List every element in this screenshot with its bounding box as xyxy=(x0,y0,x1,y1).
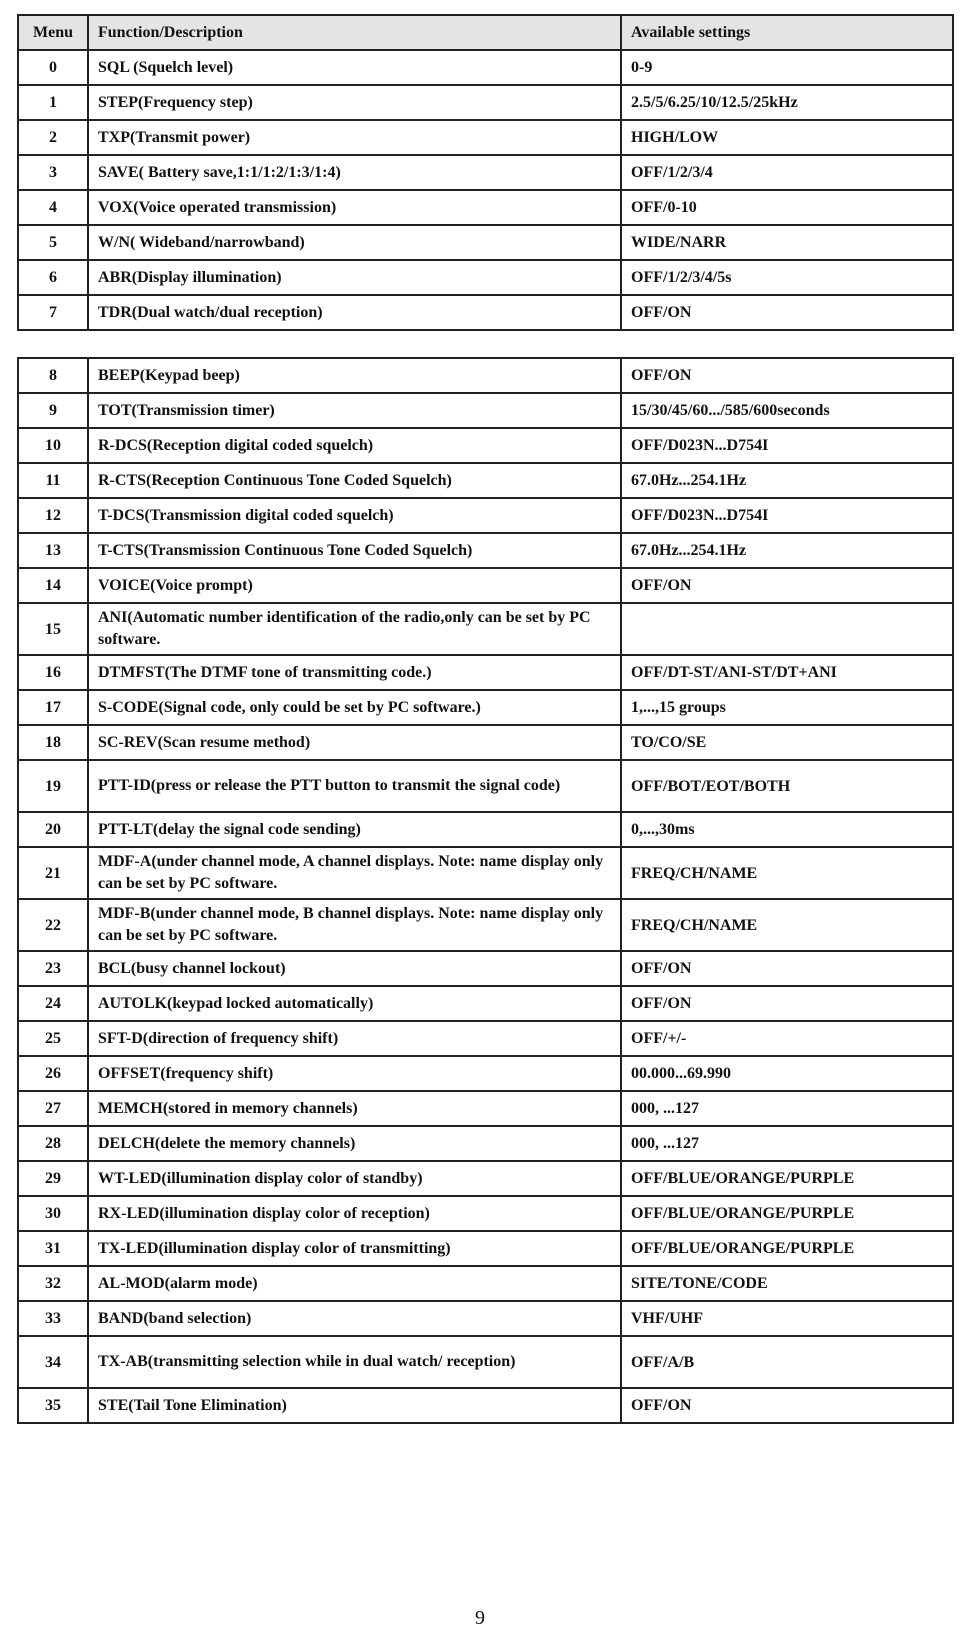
table-row xyxy=(18,155,953,190)
function-description-cell: AUTOLK(keypad locked automatically) xyxy=(88,986,621,1021)
table-row xyxy=(18,812,953,847)
settings-column-header: Available settings xyxy=(621,15,953,50)
available-settings-cell: OFF/A/B xyxy=(621,1336,953,1388)
menu-number-cell: 5 xyxy=(18,225,88,260)
menu-number-cell: 9 xyxy=(18,393,88,428)
page-number: 9 xyxy=(475,1607,485,1629)
function-description-cell: R-CTS(Reception Continuous Tone Coded Squelch) xyxy=(88,463,621,498)
available-settings-cell: WIDE/NARR xyxy=(621,225,953,260)
menu-number-cell: 21 xyxy=(18,847,88,899)
function-description-cell: R-DCS(Reception digital coded squelch) xyxy=(88,428,621,463)
menu-number-cell: 29 xyxy=(18,1161,88,1196)
menu-number-cell: 32 xyxy=(18,1266,88,1301)
function-description-cell: VOICE(Voice prompt) xyxy=(88,568,621,603)
function-description-cell: STE(Tail Tone Elimination) xyxy=(88,1388,621,1423)
table-row xyxy=(18,951,953,986)
menu-number-cell: 14 xyxy=(18,568,88,603)
table-row xyxy=(18,986,953,1021)
table-row xyxy=(18,1021,953,1056)
table-row xyxy=(18,85,953,120)
menu-number-cell: 27 xyxy=(18,1091,88,1126)
available-settings-cell: 15/30/45/60.../585/600seconds xyxy=(621,393,953,428)
menu-number-cell: 18 xyxy=(18,725,88,760)
menu-number-cell: 35 xyxy=(18,1388,88,1423)
table-row xyxy=(18,1231,953,1266)
available-settings-cell: FREQ/CH/NAME xyxy=(621,899,953,951)
menu-number-cell: 8 xyxy=(18,358,88,393)
available-settings-cell: 67.0Hz...254.1Hz xyxy=(621,533,953,568)
table-row xyxy=(18,1336,953,1388)
available-settings-cell: OFF/+/- xyxy=(621,1021,953,1056)
function-description-cell: T-CTS(Transmission Continuous Tone Coded Squelch) xyxy=(88,533,621,568)
table-row xyxy=(18,533,953,568)
function-description-cell: SC-REV(Scan resume method) xyxy=(88,725,621,760)
table-row xyxy=(18,1301,953,1336)
table-row xyxy=(18,690,953,725)
available-settings-cell: OFF/BLUE/ORANGE/PURPLE xyxy=(621,1196,953,1231)
available-settings-cell: OFF/1/2/3/4/5s xyxy=(621,260,953,295)
function-description-cell: MDF-B(under channel mode, B channel displays. Note: name display only can be set by PC software. xyxy=(88,899,621,951)
menu-column-header: Menu xyxy=(18,15,88,50)
menu-number-cell: 1 xyxy=(18,85,88,120)
table-row xyxy=(18,393,953,428)
menu-number-cell: 10 xyxy=(18,428,88,463)
table-row xyxy=(18,899,953,951)
table-row xyxy=(18,1056,953,1091)
available-settings-cell: OFF/ON xyxy=(621,1388,953,1423)
available-settings-cell: OFF/ON xyxy=(621,358,953,393)
available-settings-cell: 000, ...127 xyxy=(621,1091,953,1126)
function-description-cell: SQL (Squelch level) xyxy=(88,50,621,85)
menu-number-cell: 30 xyxy=(18,1196,88,1231)
available-settings-cell: 000, ...127 xyxy=(621,1126,953,1161)
available-settings-cell: 0-9 xyxy=(621,50,953,85)
function-description-cell: DTMFST(The DTMF tone of transmitting code.) xyxy=(88,655,621,690)
menu-table-part-1 xyxy=(17,14,954,331)
function-description-cell: TX-AB(transmitting selection while in dual watch/ reception) xyxy=(88,1336,621,1388)
table-row xyxy=(18,120,953,155)
function-description-cell: WT-LED(illumination display color of standby) xyxy=(88,1161,621,1196)
menu-number-cell: 33 xyxy=(18,1301,88,1336)
menu-number-cell: 31 xyxy=(18,1231,88,1266)
function-description-cell: VOX(Voice operated transmission) xyxy=(88,190,621,225)
table-row xyxy=(18,655,953,690)
table-row xyxy=(18,603,953,655)
function-description-cell: ANI(Automatic number identification of the radio,only can be set by PC software. xyxy=(88,603,621,655)
available-settings-cell: SITE/TONE/CODE xyxy=(621,1266,953,1301)
function-description-cell: MEMCH(stored in memory channels) xyxy=(88,1091,621,1126)
function-description-cell: STEP(Frequency step) xyxy=(88,85,621,120)
table-row xyxy=(18,428,953,463)
function-description-cell: OFFSET(frequency shift) xyxy=(88,1056,621,1091)
function-description-cell: BAND(band selection) xyxy=(88,1301,621,1336)
function-description-cell: PTT-LT(delay the signal code sending) xyxy=(88,812,621,847)
available-settings-cell: OFF/ON xyxy=(621,986,953,1021)
function-column-header: Function/Description xyxy=(88,15,621,50)
available-settings-cell: OFF/BLUE/ORANGE/PURPLE xyxy=(621,1161,953,1196)
menu-number-cell: 26 xyxy=(18,1056,88,1091)
menu-number-cell: 4 xyxy=(18,190,88,225)
available-settings-cell: OFF/ON xyxy=(621,568,953,603)
menu-number-cell: 2 xyxy=(18,120,88,155)
available-settings-cell: 0,...,30ms xyxy=(621,812,953,847)
menu-number-cell: 28 xyxy=(18,1126,88,1161)
available-settings-cell: 2.5/5/6.25/10/12.5/25kHz xyxy=(621,85,953,120)
menu-number-cell: 15 xyxy=(18,603,88,655)
menu-number-cell: 22 xyxy=(18,899,88,951)
function-description-cell: S-CODE(Signal code, only could be set by PC software.) xyxy=(88,690,621,725)
table-row xyxy=(18,1196,953,1231)
menu-number-cell: 20 xyxy=(18,812,88,847)
menu-number-cell: 0 xyxy=(18,50,88,85)
table-row xyxy=(18,1091,953,1126)
menu-number-cell: 3 xyxy=(18,155,88,190)
available-settings-cell: OFF/0-10 xyxy=(621,190,953,225)
menu-number-cell: 25 xyxy=(18,1021,88,1056)
function-description-cell: BCL(busy channel lockout) xyxy=(88,951,621,986)
menu-number-cell: 16 xyxy=(18,655,88,690)
available-settings-cell: 1,...,15 groups xyxy=(621,690,953,725)
available-settings-cell: OFF/D023N...D754I xyxy=(621,498,953,533)
table-row xyxy=(18,463,953,498)
available-settings-cell xyxy=(621,603,953,655)
table-row xyxy=(18,190,953,225)
available-settings-cell: VHF/UHF xyxy=(621,1301,953,1336)
menu-number-cell: 11 xyxy=(18,463,88,498)
table-row xyxy=(18,760,953,812)
menu-number-cell: 6 xyxy=(18,260,88,295)
function-description-cell: TDR(Dual watch/dual reception) xyxy=(88,295,621,330)
function-description-cell: AL-MOD(alarm mode) xyxy=(88,1266,621,1301)
available-settings-cell: OFF/ON xyxy=(621,951,953,986)
menu-number-cell: 13 xyxy=(18,533,88,568)
function-description-cell: TXP(Transmit power) xyxy=(88,120,621,155)
menu-number-cell: 23 xyxy=(18,951,88,986)
function-description-cell: BEEP(Keypad beep) xyxy=(88,358,621,393)
available-settings-cell: OFF/DT-ST/ANI-ST/DT+ANI xyxy=(621,655,953,690)
menu-number-cell: 19 xyxy=(18,760,88,812)
table-row xyxy=(18,847,953,899)
function-description-cell: SFT-D(direction of frequency shift) xyxy=(88,1021,621,1056)
table-row xyxy=(18,1126,953,1161)
available-settings-cell: TO/CO/SE xyxy=(621,725,953,760)
menu-number-cell: 34 xyxy=(18,1336,88,1388)
available-settings-cell: FREQ/CH/NAME xyxy=(621,847,953,899)
function-description-cell: T-DCS(Transmission digital coded squelch) xyxy=(88,498,621,533)
function-description-cell: W/N( Wideband/narrowband) xyxy=(88,225,621,260)
function-description-cell: PTT-ID(press or release the PTT button to transmit the signal code) xyxy=(88,760,621,812)
table-row xyxy=(18,1161,953,1196)
function-description-cell: TX-LED(illumination display color of transmitting) xyxy=(88,1231,621,1266)
table-row xyxy=(18,295,953,330)
available-settings-cell: OFF/1/2/3/4 xyxy=(621,155,953,190)
available-settings-cell: OFF/BOT/EOT/BOTH xyxy=(621,760,953,812)
table-header-row xyxy=(18,15,953,50)
menu-number-cell: 17 xyxy=(18,690,88,725)
available-settings-cell: HIGH/LOW xyxy=(621,120,953,155)
table-row xyxy=(18,498,953,533)
table-row xyxy=(18,568,953,603)
function-description-cell: DELCH(delete the memory channels) xyxy=(88,1126,621,1161)
available-settings-cell: OFF/D023N...D754I xyxy=(621,428,953,463)
table-row xyxy=(18,260,953,295)
menu-number-cell: 7 xyxy=(18,295,88,330)
table-row xyxy=(18,1388,953,1423)
menu-number-cell: 24 xyxy=(18,986,88,1021)
available-settings-cell: 00.000...69.990 xyxy=(621,1056,953,1091)
table-row xyxy=(18,358,953,393)
table-row xyxy=(18,50,953,85)
table-row xyxy=(18,225,953,260)
available-settings-cell: OFF/BLUE/ORANGE/PURPLE xyxy=(621,1231,953,1266)
menu-table-part-2 xyxy=(17,357,954,1424)
available-settings-cell: OFF/ON xyxy=(621,295,953,330)
table-row xyxy=(18,1266,953,1301)
function-description-cell: ABR(Display illumination) xyxy=(88,260,621,295)
function-description-cell: TOT(Transmission timer) xyxy=(88,393,621,428)
table-row xyxy=(18,725,953,760)
function-description-cell: RX-LED(illumination display color of reception) xyxy=(88,1196,621,1231)
available-settings-cell: 67.0Hz...254.1Hz xyxy=(621,463,953,498)
function-description-cell: MDF-A(under channel mode, A channel displays. Note: name display only can be set by PC software. xyxy=(88,847,621,899)
menu-number-cell: 12 xyxy=(18,498,88,533)
function-description-cell: SAVE( Battery save,1:1/1:2/1:3/1:4) xyxy=(88,155,621,190)
